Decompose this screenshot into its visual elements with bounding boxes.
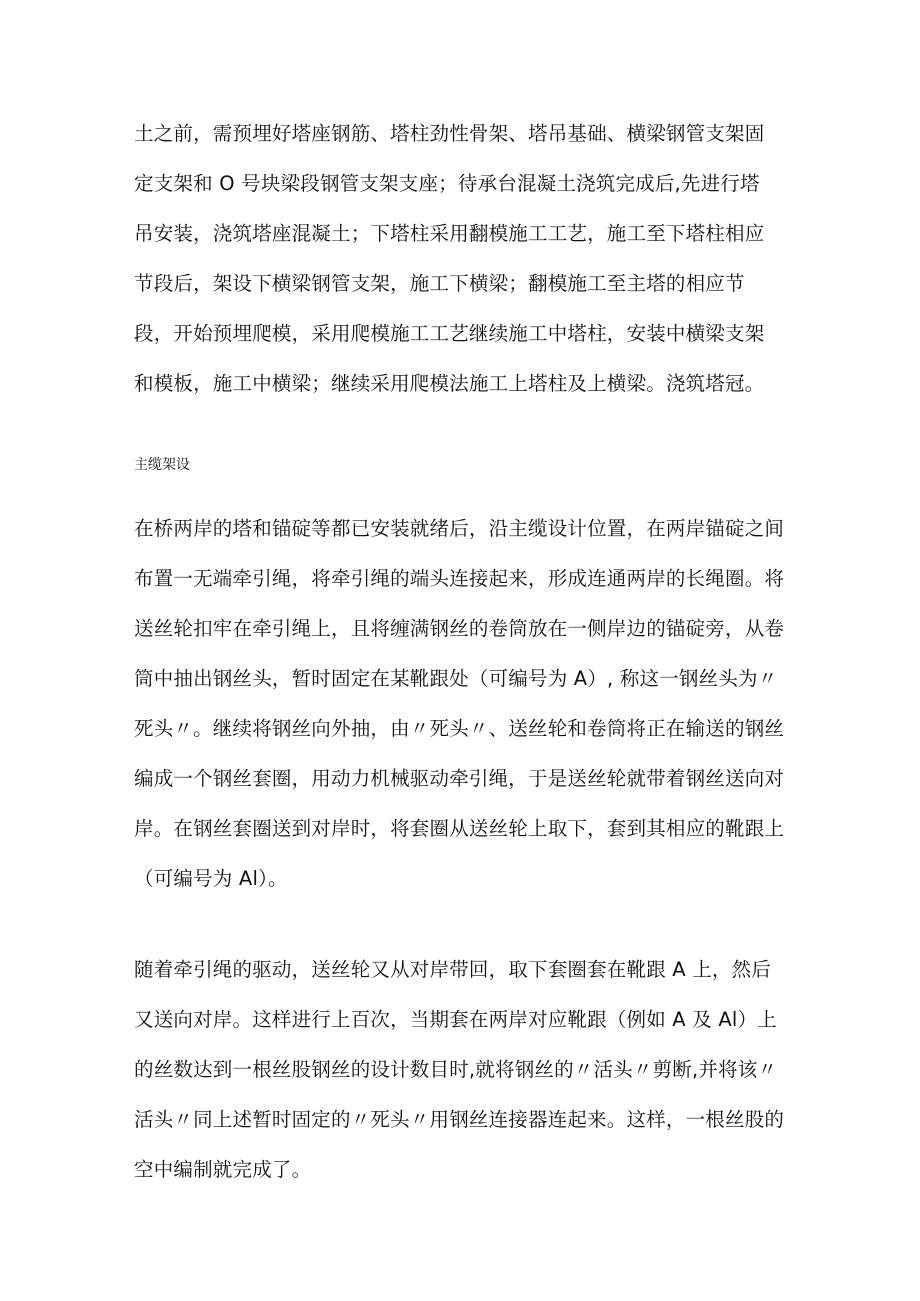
para2-line-4: 筒中抽出钢丝头，暂时固定在某靴跟处（可编号为 A）, 称这一钢丝头为〃 [134, 667, 778, 690]
para1-line-3: 吊安装，浇筑塔座混凝土；下塔柱采用翻模施工工艺，施工至下塔柱相应 [134, 222, 765, 245]
para3-line-3: 的丝数达到一根丝股钢丝的设计数目时,就将钢丝的〃活头〃剪断,并将该〃 [134, 1058, 778, 1081]
para2-line-8: （可编号为 Al）。 [134, 867, 288, 890]
para1-line-1: 土之前，需预埋好塔座钢筋、塔柱劲性骨架、塔吊基础、横梁钢管支架固 [134, 122, 765, 145]
para2-line-5: 死头〃。继续将钢丝向外抽，由〃死头〃、送丝轮和卷筒将正在输送的钢丝 [134, 717, 785, 740]
para3-line-5: 空中编制就完成了。 [134, 1158, 312, 1181]
para3-line-1: 随着牵引绳的驱动，送丝轮又从对岸带回，取下套圈套在靴跟 A 上，然后 [134, 958, 772, 981]
para2-line-6: 编成一个钢丝套圈，用动力机械驱动牵引绳，于是送丝轮就带着钢丝送向对 [134, 767, 785, 790]
para1-line-2: 定支架和 O 号块梁段钢管支架支座；待承台混凝土浇筑完成后,先进行塔 [134, 172, 760, 195]
section-heading: 主缆架设 [134, 457, 190, 473]
para2-line-1: 在桥两岸的塔和锚碇等都已安装就绪后，沿主缆设计位置，在两岸锚碇之间 [134, 517, 785, 540]
para2-line-2: 布置一无端牵引绳，将牵引绳的端头连接起来，形成连通两岸的长绳圈。将 [134, 567, 785, 590]
para3-line-4: 活头〃同上述暂时固定的〃死头〃用钢丝连接器连起来。这样，一根丝股的 [134, 1108, 785, 1131]
para3-line-2: 又送向对岸。这样进行上百次，当期套在两岸对应靴跟（例如 A 及 Al）上 [134, 1008, 777, 1031]
para2-line-3: 送丝轮扣牢在牵引绳上，且将缠满钢丝的卷筒放在一侧岸边的锚碇旁，从卷 [134, 617, 785, 640]
para2-line-7: 岸。在钢丝套圈送到对岸时，将套圈从送丝轮上取下，套到其相应的靴跟上 [134, 817, 785, 840]
para1-line-5: 段，开始预埋爬模，采用爬模施工工艺继续施工中塔柱，安装中横梁支架 [134, 322, 765, 345]
para1-line-4: 节段后，架设下横梁钢管支架，施工下横梁；翻模施工至主塔的相应节 [134, 272, 745, 295]
para1-line-6: 和模板，施工中横梁；继续采用爬模法施工上塔柱及上横梁。浇筑塔冠。 [134, 372, 765, 395]
